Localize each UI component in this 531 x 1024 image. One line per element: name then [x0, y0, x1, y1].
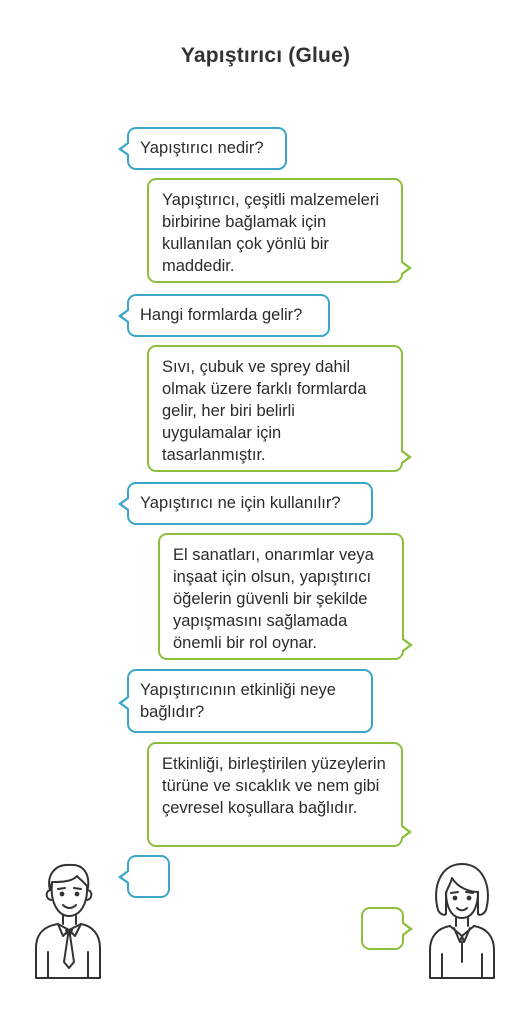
question-text: Yapıştırıcı ne için kullanılır? [140, 494, 341, 512]
answer-bubble-1 [147, 178, 403, 283]
question-text: Hangi formlarda gelir? [140, 306, 303, 324]
question-bubble-2 [127, 294, 330, 337]
question-text: Yapıştırıcının etkinliği neye bağlıdır? [140, 681, 336, 721]
answer-bubble-4 [147, 742, 403, 847]
page-title: Yapıştırıcı (Glue) [180, 44, 351, 67]
empty-question-bubble [127, 855, 170, 898]
question-bubble-3 [127, 482, 373, 525]
answer-text: Yapıştırıcı, çeşitli malzemeleri birbirine bağlamak için kullanılan çok yönlü bir maddedir. [162, 191, 379, 275]
question-bubble-4 [127, 669, 373, 733]
woman-avatar-icon [424, 858, 500, 980]
question-text: Yapıştırıcı nedir? [140, 139, 264, 157]
answer-bubble-3 [158, 533, 404, 660]
man-avatar-icon [30, 858, 106, 980]
empty-answer-bubble [361, 907, 404, 950]
answer-text: Sıvı, çubuk ve sprey dahil olmak üzere farklı formlarda gelir, her biri belirli uygulamalar için tasarlanmıştır. [162, 358, 367, 464]
question-bubble-1 [127, 127, 287, 170]
answer-text: El sanatları, onarımlar veya inşaat için olsun, yapıştırıcı öğelerin güvenli bir şekilde yapışmasını sağlamada önemli bir rol oynar. [173, 546, 374, 652]
answer-text: Etkinliği, birleştirilen yüzeylerin türüne ve sıcaklık ve nem gibi çevresel koşullara bağlıdır. [162, 755, 386, 817]
answer-bubble-2 [147, 345, 403, 472]
